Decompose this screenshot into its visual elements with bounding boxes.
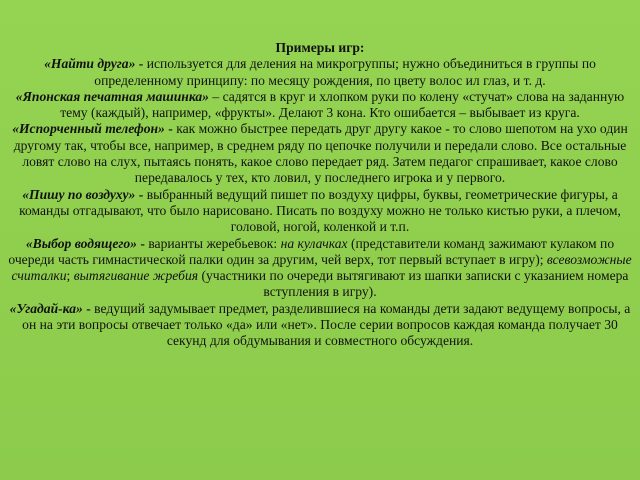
game-paragraph-guess [6, 301, 634, 350]
game-text-choose-leader-c: ; [66, 268, 74, 284]
game-text-choose-leader-b: (представители команд зажимают кулаком по очереди часть гимнастической палки один за другим, чей верх, тот первый вступает в игру); [8, 235, 615, 267]
game-paragraph-choose-leader [6, 236, 634, 301]
game-dash: - [136, 235, 149, 251]
game-italic-on-fists: на кулачках [280, 235, 348, 251]
game-text-find-friend: используется для деления на микрогруппы; нужно объединиться в группы по определенному принципу: по месяцу рождения, по цвету волос ил глаз, и т. д. [94, 56, 596, 88]
game-dash: - [82, 300, 95, 316]
game-text-telephone: как можно быстрее передать друг другу какое - то слово шепотом на ухо один другому так, чтобы все, например, в среднем ряду по цепочке получили и передали слово. Все остальные ловят слово на слух, пытаясь понять, какое слово передает ряд. Затем педагог спрашивает, какое слово передавалось у тех, кто ловил, у последнего игрока и у первого. [13, 121, 628, 186]
game-italic-counting-rhymes: всевозможные считалки [11, 251, 632, 284]
game-name-telephone: «Испорченный телефон» [12, 121, 165, 137]
game-italic-drawing-lots: вытягивание жребия [73, 268, 199, 284]
game-dash: - [164, 121, 177, 137]
slide-title: Примеры игр: [275, 40, 365, 55]
game-text-choose-leader-a: варианты жеребьевок: [148, 235, 281, 251]
game-name-air-writing: «Пишу по воздуху» [22, 186, 136, 202]
game-text-typewriter: садятся в круг и хлопком руки по колену «стучат» слова на заданную тему (каждый), например, «фрукты». Делают 3 кона. Кто ошибается – выбывает из круга. [60, 88, 625, 121]
slide-text-block [6, 40, 634, 350]
game-dash: - [135, 186, 147, 202]
game-paragraph-find-friend [6, 56, 634, 89]
game-name-typewriter: «Японская печатная машинка» [15, 88, 209, 104]
game-dash: – [208, 88, 223, 104]
game-name-choose-leader: «Выбор водящего» [25, 235, 137, 251]
game-text-guess: ведущий задумывает предмет, разделившиеся на команды дети задают ведущему вопросы, а он на эти вопросы отвечает только «да» или «нет». После серии вопросов каждая команда получает 30 секунд для обдумывания и совместного обсуждения. [22, 300, 631, 349]
game-dash: - [135, 56, 147, 72]
game-paragraph-telephone [6, 121, 634, 186]
game-text-choose-leader-d: (участники по очереди вытягивают из шапки записки с указанием номера вступления в игру). [198, 268, 629, 300]
game-text-air-writing: выбранный ведущий пишет по воздуху цифры, буквы, геометрические фигуры, а команды отгадывают, что было нарисовано. Писать по воздуху можно не только кистью руки, а плечом, головой, ногой, коленкой и т.п. [19, 186, 621, 235]
game-name-find-friend: «Найти друга» [44, 56, 136, 72]
game-name-guess: «Угадай-ка» [9, 300, 83, 316]
game-paragraph-typewriter [6, 89, 634, 122]
game-paragraph-air-writing [6, 187, 634, 236]
